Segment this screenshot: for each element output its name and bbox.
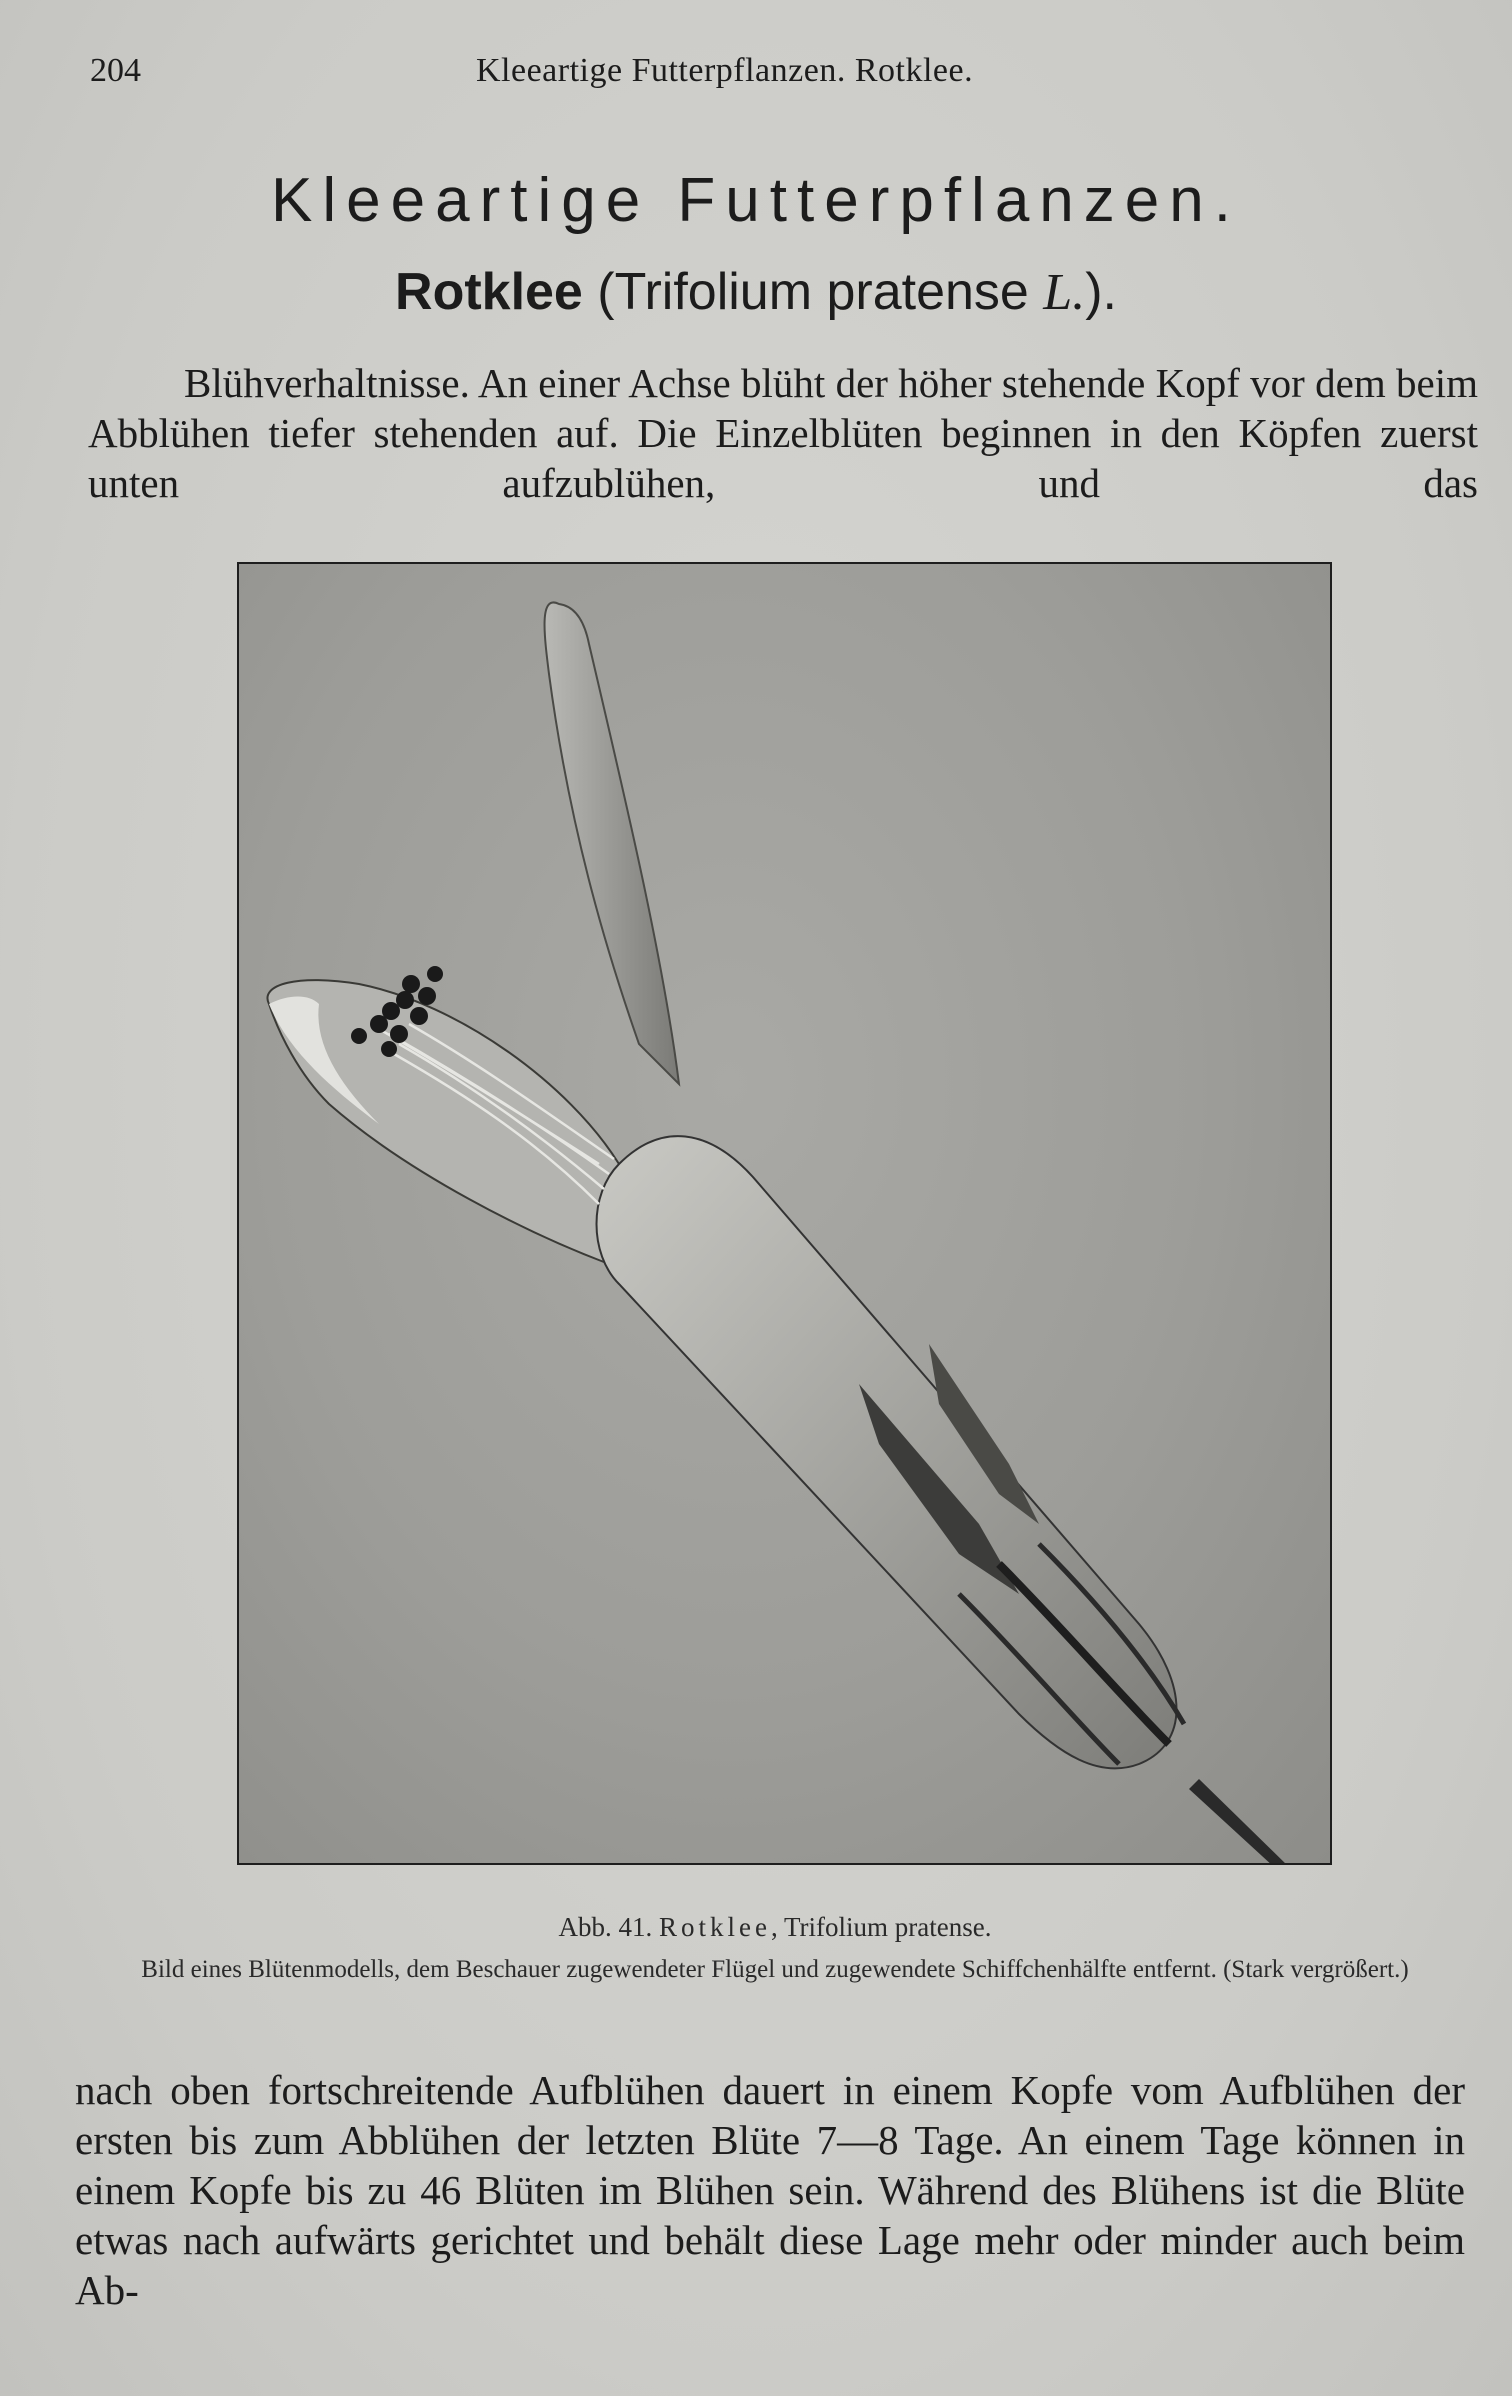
flower-model-illustration <box>239 564 1332 1865</box>
caption-label: Abb. 41. <box>558 1912 653 1942</box>
running-title: Kleeartige Futterpflanzen. Rotklee. <box>476 52 974 89</box>
section-subtitle <box>0 262 1512 322</box>
standard-petal <box>545 602 679 1084</box>
body-paragraph-2: nach oben fortschreitende Aufblühen dauert in einem Kopfe vom Aufblühen der ersten bis zum Abblühen der letzten Blüte 7—8 Tage. An einem Tage können in einem Kopfe bis zu 46 Blüten im Blühen sein. Während des Blühens ist die Blüte etwas nach aufwärts gerichtet und behält diese Lage mehr oder minder auch beim Ab- <box>75 2067 1465 2313</box>
page-number: 204 <box>90 52 141 89</box>
figure-caption-text: Bild eines Blütenmodells, dem Beschauer zugewendeter Flügel und zugewendete Schiffchenhälfte entfernt. (Stark vergrößert.) <box>141 1956 1409 1983</box>
figure-photograph <box>237 562 1332 1865</box>
body-paragraph-1: Blühverhaltnisse. An einer Achse blüht der höher stehende Kopf vor dem beim Abblühen tiefer stehenden auf. Die Einzelblüten beginnen in den Köpfen zuerst unten aufzublühen, und das <box>88 360 1478 506</box>
caption-latin: , Trifolium pratense. <box>770 1912 992 1942</box>
subtitle-latin-close: ). <box>1085 263 1117 321</box>
caption-name: Rotklee <box>659 1912 771 1942</box>
wing-petal <box>267 980 619 1264</box>
stem <box>1189 1779 1289 1865</box>
subtitle-latin-open: (Trifolium pratense <box>582 263 1044 321</box>
subtitle-author-abbrev: L. <box>1043 264 1086 321</box>
section-title: Kleeartige Futterpflanzen. <box>271 166 1241 235</box>
running-head <box>90 52 1090 102</box>
subtitle-common-name: Rotklee <box>395 263 583 321</box>
figure-caption-title <box>95 1912 1455 1943</box>
